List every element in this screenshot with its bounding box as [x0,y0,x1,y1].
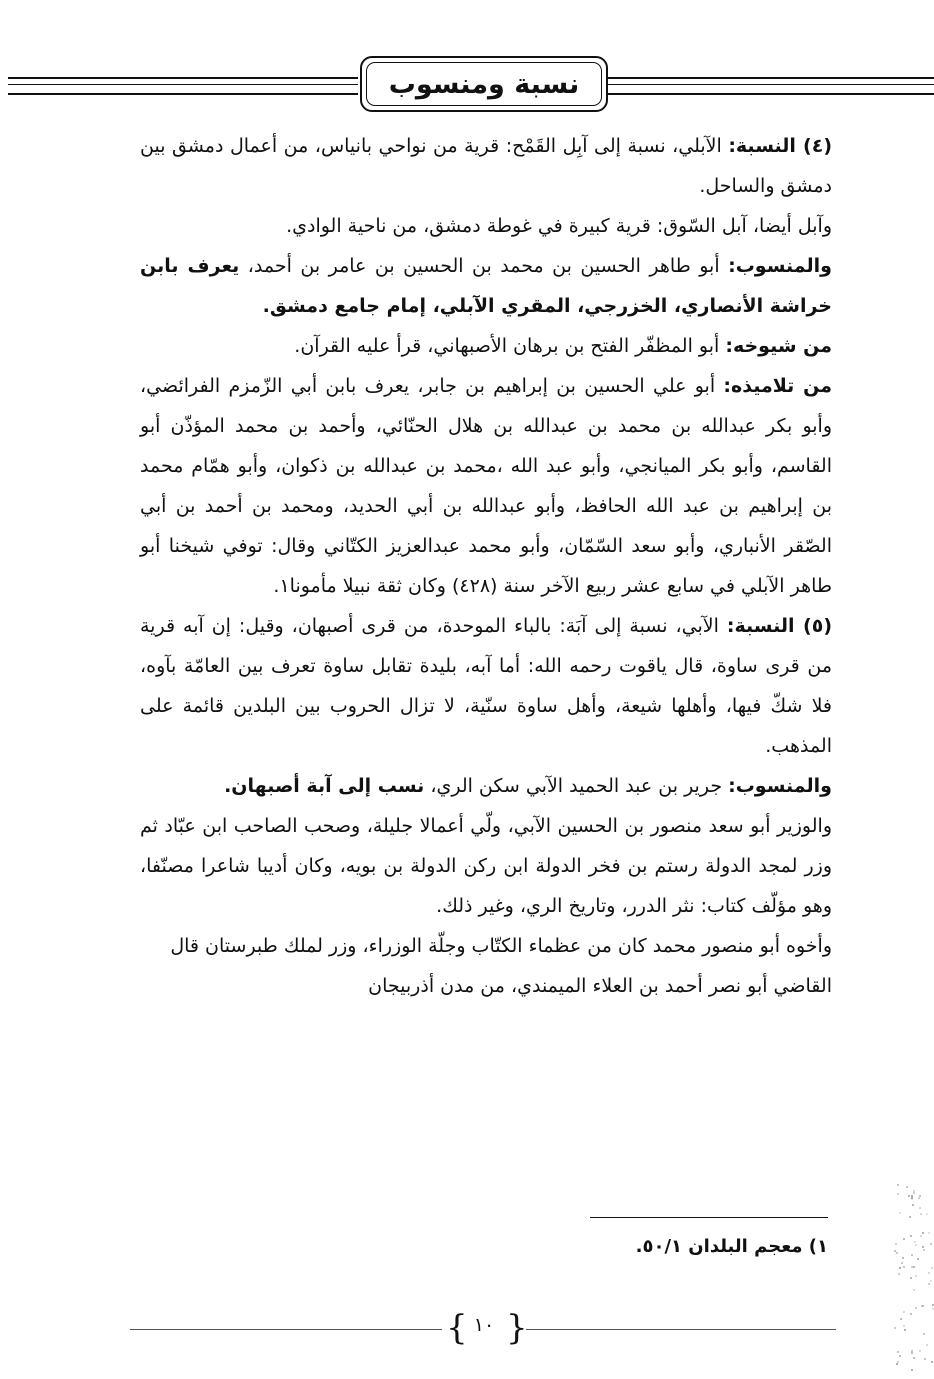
speckle-dot [922,1232,924,1234]
speckle-dot [931,1361,933,1363]
speckle-dot [895,1243,897,1245]
speckle-dot [922,1246,924,1248]
speckle-dot [896,1252,898,1254]
paragraph-bold-text: يعرف بابن خراشة الأنصاري، الخزرجي، المقري الآبلي، إمام جامع دمشق. [140,255,832,317]
speckle-dot [900,1318,902,1320]
header-rule-right [608,77,934,95]
paragraph-label: والمنسوب: [728,255,832,277]
speckle-dot [903,1325,905,1327]
page-title: نسبة ومنسوب [388,68,580,100]
speckle-dot [913,1192,915,1194]
footnote-rule [590,1217,828,1218]
paragraph-text: أبو طاهر الحسين بن محمد بن الحسين بن عامر بن أحمد، [239,255,729,277]
speckle-dot [930,1243,932,1245]
speckle-dot [923,1249,925,1251]
speckle-dot [909,1216,911,1218]
speckle-dot [921,1305,923,1307]
paragraph-bold-text: نسب إلى آبة أصبهان. [224,775,425,797]
speckle-dot [906,1186,908,1188]
speckle-dot [931,1267,933,1269]
speckle-dot [914,1241,916,1243]
speckle-dot [903,1311,905,1313]
speckle-dot [897,1361,899,1363]
paragraph-4 [140,326,832,366]
speckle-dot [924,1358,926,1360]
paragraph-text: أبو المظفّر الفتح بن برهان الأصبهاني، قرأ عليه القرآن. [294,335,726,357]
speckle-dot [898,1273,900,1275]
paragraph-2 [140,206,832,246]
speckle-dot [911,1369,913,1371]
speckle-dot [913,1357,915,1359]
header-title-frame [360,56,608,112]
speckle-dot [911,1266,913,1268]
speckle-dot [932,1308,934,1310]
speckle-dot [901,1262,903,1264]
page-number: ١٠ [473,1314,495,1336]
paragraph-6 [140,606,832,766]
speckle-dot [915,1244,917,1246]
speckle-dot [928,1272,930,1274]
header-title-frame-inner [366,62,602,106]
speckle-dot [904,1329,906,1331]
paragraph-5 [140,366,832,606]
speckle-dot [913,1289,915,1291]
speckle-dot [928,1232,930,1234]
speckle-dot [912,1204,914,1206]
speckle-dot [917,1258,919,1260]
paragraph-3 [140,246,832,326]
left-brace-ornament: { [446,1308,468,1348]
speckle-dot [897,1351,899,1353]
paragraph-text: والوزير أبو سعد منصور بن الحسين الآبي، ولّي أعمالا جليلة، وصحب الصاحب ابن عبّاد ثم وزر لمجد الدولة رستم بن فخر الدولة ابن ركن الدولة بن بويه، وكان أديبا شاعرا مصنّفا، وهو مؤلّف كتاب: نثر الدرر، وتاريخ الري، وغير ذلك. [140,815,832,917]
paragraph-label: (٤) النسبة: [728,135,832,157]
speckle-dot [897,1184,899,1186]
speckle-dot [902,1257,904,1259]
speckle-dot [894,1327,896,1329]
speckle-dot [903,1238,905,1240]
speckle-dot [923,1333,925,1335]
speckle-dot [910,1277,912,1279]
paragraph-1 [140,126,832,206]
paragraph-label: من شيوخه: [725,335,832,357]
speckle-dot [928,1283,930,1285]
speckle-dot [930,1280,932,1282]
speckle-dot [932,1304,934,1306]
speckle-dot [896,1363,898,1365]
speckle-dot [903,1266,905,1268]
speckle-dot [911,1254,913,1256]
body-text [140,126,832,1006]
paragraph-8 [140,806,832,926]
speckle-dot [911,1195,913,1197]
speckle-dot [899,1212,901,1214]
speckle-dot [919,1350,921,1352]
footer-rule-left [130,1329,442,1330]
speckle-dot [915,1275,917,1277]
speckle-dot [913,1266,915,1268]
speckle-dot [926,1213,928,1215]
paragraph-label: والمنسوب: [728,775,832,797]
speckle-dot [911,1352,913,1354]
paragraph-text: وآبل أيضا، آبل السّوق: قرية كبيرة في غوطة دمشق، من ناحية الوادي. [286,215,832,237]
speckle-dot [899,1355,901,1357]
paragraph-text: جرير بن عبد الحميد الآبي سكن الري، [424,775,729,797]
speckle-dot [920,1235,922,1237]
right-brace-ornament: } [506,1308,528,1348]
speckle-dot [918,1197,920,1199]
speckle-dot [926,1344,928,1346]
footer-rule-right [526,1329,836,1330]
paragraph-text: الآبي، نسبة إلى آبَة: بالباء الموحدة، من قرى أصبهان، وقيل: إن آبه قرية من قرى ساوة، قال ياقوت رحمه الله: أما آبه، بليدة تقابل ساوة تعرف بين العامّة بآوه، فلا شكّ فيها، وأهلها شيعة، وأهل ساوة سنّية، لا تزال الحروب بين البلدين قائمة على المذهب. [140,615,832,757]
paragraph-text: أبو علي الحسين بن إبراهيم بن جابر، يعرف بابن أبي الزّمزم الفرائضي، وأبو بكر عبدالله بن محمد بن عبدالله بن هلال الحنّائي، وأحمد بن محمد المؤذّن أبو القاسم، وأبو بكر الميانجي، وأبو عبد الله ،محمد بن عبدالله بن ذكوان، وأبو همّام محمد بن إبراهيم بن عبد الله الحافظ، وأبو عبدالله بن أبي الحديد، ومحمد بن أحمد بن أبي الصّقر الأنباري، وأبو سعد السّمّان، وأبو محمد عبدالعزيز الكتّاني وقال: توفي شيخنا أبو طاهر الآبلي في سابع عشر ربيع الآخر سنة (٤٢٨) وكان ثقة نبيلا مأمونا١. [140,375,832,597]
paragraph-9 [140,926,832,1006]
paragraph-label: (٥) النسبة: [726,615,832,637]
speckle-dot [908,1195,910,1197]
speckle-dot [919,1207,921,1209]
speckle-dot [897,1193,899,1195]
scan-speckle [874,1180,934,1379]
paragraph-7 [140,766,832,806]
speckle-dot [899,1267,901,1269]
speckle-dot [915,1307,917,1309]
paragraph-text: وأخوه أبو منصور محمد كان من عظماء الكتّاب وجلّة الوزراء، وزر لملك طبرستان قال القاضي أبو نصر أحمد بن العلاء الميمندي، من مدن أذربيجان [170,935,832,997]
speckle-dot [920,1213,922,1215]
footnote: ١) معجم البلدان ٥٠/١. [635,1236,828,1257]
header-rule-left [8,77,358,95]
paragraph-label: من تلاميذه: [723,375,832,397]
speckle-dot [910,1235,912,1237]
paragraph-text: الآبلي، نسبة إلى آبِل القَمْح: قرية من نواحي بانياس، من أعمال دمشق بين دمشق والساحل. [140,135,832,197]
speckle-dot [910,1313,912,1315]
